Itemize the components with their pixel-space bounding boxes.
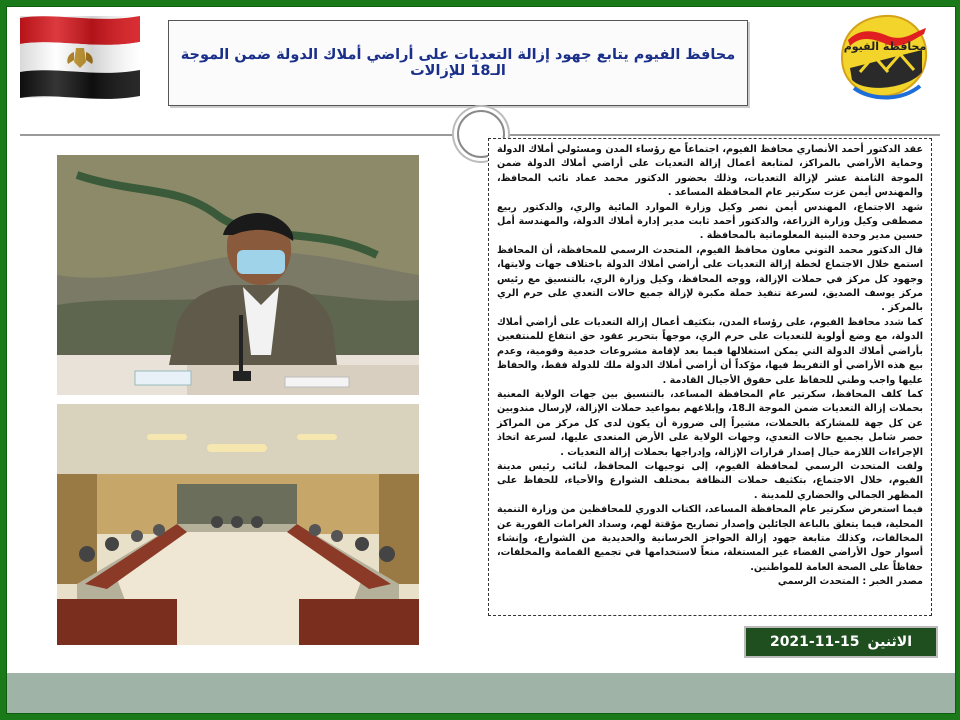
article-paragraph: شهد الاجتماع، المهندس أيمن نصر وكيل وزارة الموارد المائية والري، والدكتور ربيع مصطفى وكيل وزارة الزراعة، والدكتور أحمد ثابت مدير إدارة أملاك الدولة، والمهندسة أمل حسين مدير وحدة البنية المعلوماتية بالمحافظة . <box>497 201 923 242</box>
fayoum-governorate-logo <box>830 10 940 106</box>
logo-text: محافظة الفيوم <box>843 40 927 53</box>
headline: محافظ الفيوم يتابع جهود إزالة التعديات على أراضي أملاك الدولة ضمن الموجة الـ18 للإزالات <box>180 47 736 79</box>
article-paragraph: ولفت المتحدث الرسمي لمحافظة الفيوم، إلى توجيهات المحافظ، لنائب رئيس مدينة الفيوم، خلال الاجتماع، بتكثيف حملات النظافة بمختلف الشوارع والأحياء، للحفاظ على المظهر الجمالي والحضاري للمدينة . <box>497 460 923 501</box>
news-source: مصدر الخبر : المتحدث الرسمي <box>777 576 923 588</box>
date-day: الاثنين <box>867 634 913 650</box>
article-body <box>488 138 932 616</box>
article-paragraph: كما كلف المحافظ، سكرتير عام المحافظة المساعد، بالتنسيق بين جهات الولاية المعنية بحملات إزالة التعديات ضمن الموجة الـ18، وإبلاغهم بمواعيد حملات الإزالة، لإرسال مندوبين عن كل جهة للمشاركة بالحملات، مشيراً إلى ضرورة أن يكون لدى كل مركز من المراكز حصر شامل بجميع حالات التعدي، وجهات الولاية على الأرض المتعدى عليها، لسرعة اتخاذ الإجراءات اللازمة حيال إصدار قرارات الإزالة، وإدراجها بحملات إزالة التعديات . <box>497 388 923 458</box>
article-paragraph: قال الدكتور محمد التوني معاون محافظ الفيوم، المتحدث الرسمي للمحافظة، أن المحافظ استمع خلال الاجتماع لخطة إزالة التعديات على أراضي أملاك الدولة باختلاف جهات ولايتها، وجهود كل مركز في حملات الإزالة، ووجه المحافظ، وكيل وزارة الري، بالتنسيق مع رئيس مركز يوسف الصديق، لسرعة تنفيذ حملة مكبرة لإزالة جميع حالات التعدي على حرم الري بالمركز . <box>497 244 923 314</box>
bottom-band <box>7 673 955 713</box>
governor-photo <box>57 155 419 395</box>
headline-box <box>168 20 748 106</box>
article-paragraph: عقد الدكتور أحمد الأنصاري محافظ الفيوم، اجتماعاً مع رؤساء المدن ومسئولي أملاك الدولة وحماية الأراضي بالمراكز، لمتابعة أعمال إزالة التعديات على أراضي أملاك الدولة ضمن الموجة الثامنة عشر لإزالة التعديات، وذلك بحضور الدكتور محمد عماد نائب المحافظ، والمهندس أيمن عزت سكرتير عام المحافظة المساعد . <box>497 144 923 199</box>
meeting-room-photo <box>57 404 419 645</box>
article-paragraph: فيما استعرض سكرتير عام المحافظة المساعد، الكتاب الدوري للمحافظين من وزارة التنمية المحلية، فيما يتعلق بالباعة الجائلين وإصدار تصاريح مؤقتة لهم، وسداد الغرامات الفورية عن المخالفات، وكذلك متابعة جهود إزالة الحواجز الخرسانية والحديدية من الشوارع، وإنشاء أسوار حول الأراضي الفضاء غير المستغلة، منعاً لاستخدامها في تجميع القمامة والمخلفات، حفاظاً على الصحة العامة للمواطنين. <box>497 504 923 573</box>
date-value: 2021-11-15 <box>769 634 860 650</box>
egypt-flag-image <box>16 12 144 100</box>
date-bar <box>744 626 938 658</box>
article-paragraph: كما شدد محافظ الفيوم، على رؤساء المدن، بتكثيف أعمال إزالة التعديات على أراضي أملاك الدولة، مع وضع أولوية للتعديات على حرم الري، موجهاً بتحرير عقود حق انتفاع للمنتفعين بأراضي أملاك الدولة التي يمكن استغلالها فيما بعد لإقامة مشروعات خدمية وقومية، وعدم بيع هذه الأراضي أو التفريط فيها، مؤكداً أن أراضي أملاك الدولة ملك للدولة فقط، والحفاظ عليها واجب وطني للحفاظ على حقوق الأجيال القادمة . <box>497 316 923 386</box>
